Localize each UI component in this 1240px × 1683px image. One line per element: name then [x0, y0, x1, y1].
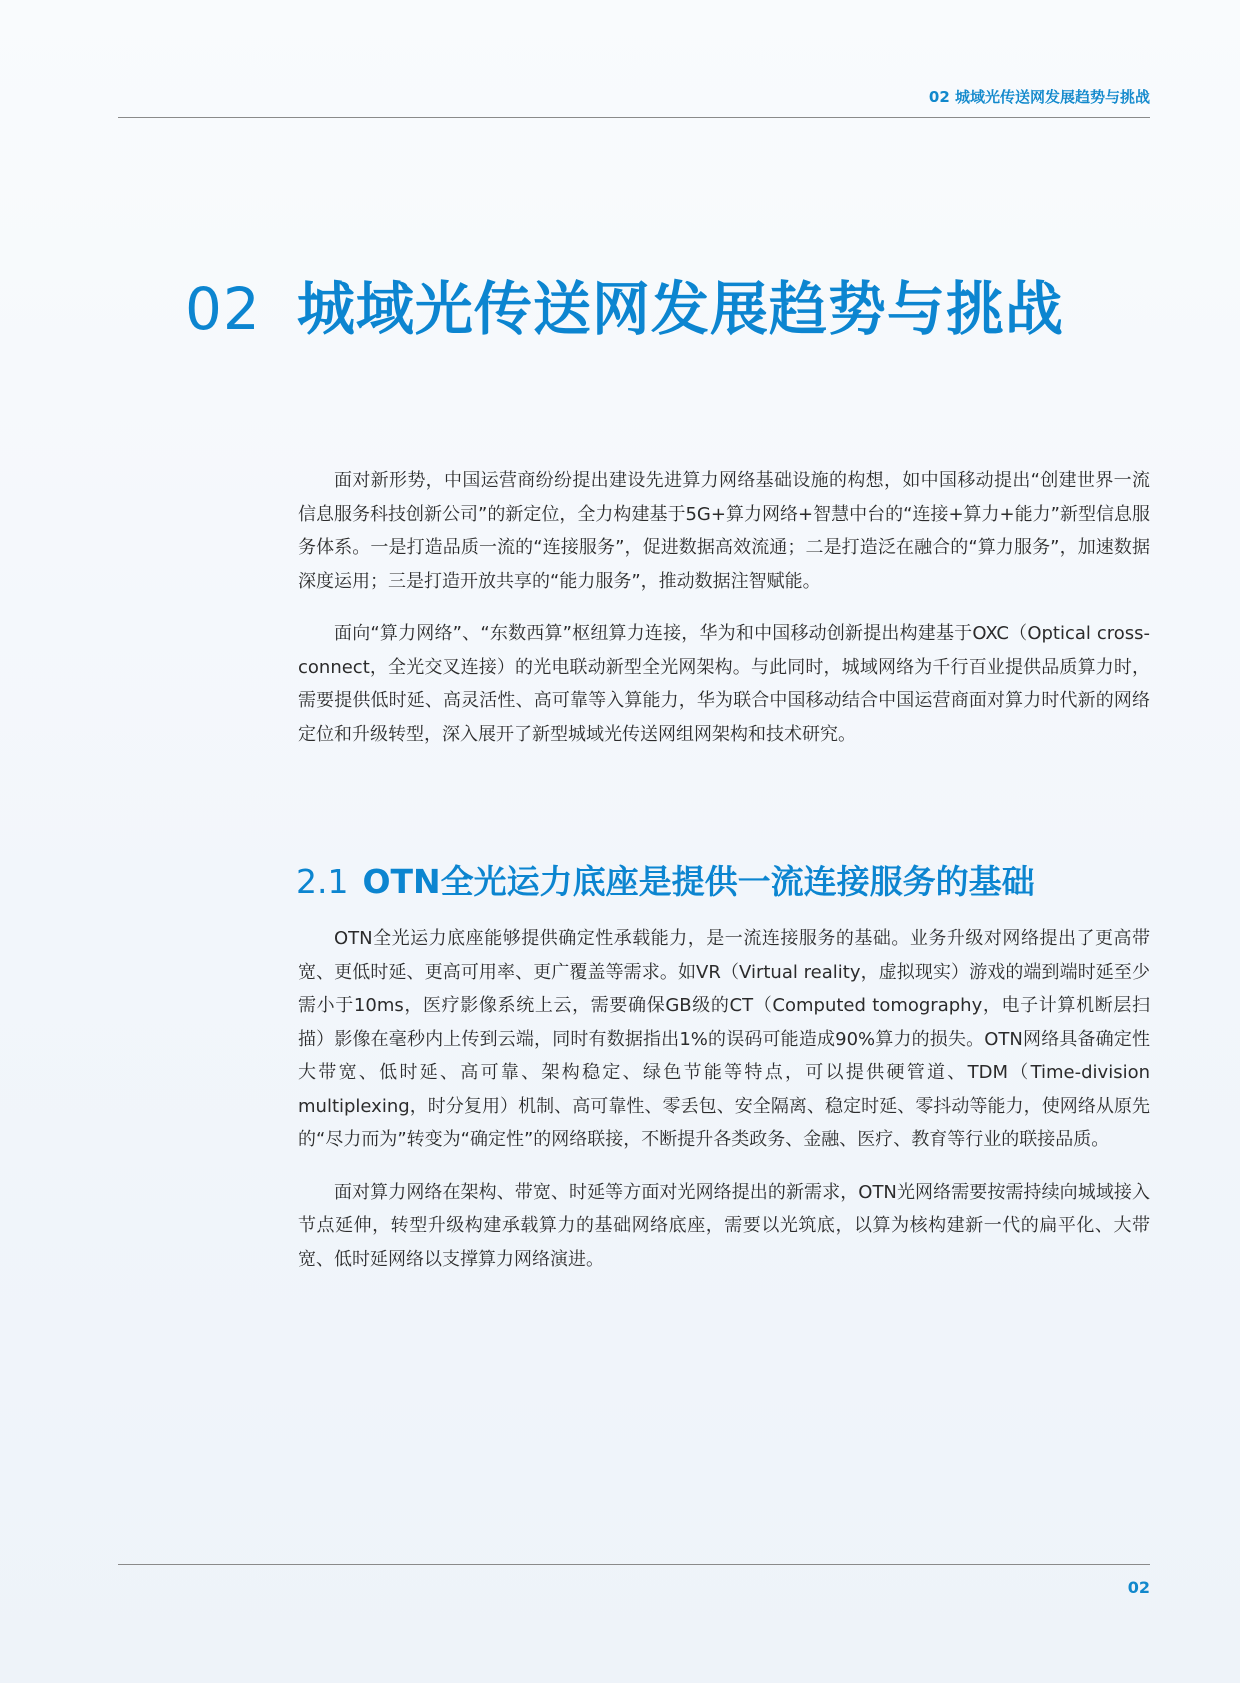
intro-text: [298, 464, 1150, 751]
section-paragraph-1: OTN全光运力底座能够提供确定性承载能力，是一流连接服务的基础。业务升级对网络提出了更高带宽、更低时延、更高可用率、更广覆盖等需求。如VR（Virtual reality，虚拟现实）游戏的端到端时延至少需小于10ms，医疗影像系统上云，需要确保GB级的CT（Computed tomography，电子计算机断层扫描）影像在毫秒内上传到云端，同时有数据指出1%的误码可能造成90%算力的损失。OTN网络具备确定性大带宽、低时延、高可靠、架构稳定、绿色节能等特点，可以提供硬管道、TDM（Time-division multiplexing，时分复用）机制、高可靠性、零丢包、安全隔离、稳定时延、零抖动等能力，使网络从原先的“尽力而为”转变为“确定性”的网络联接，不断提升各类政务、金融、医疗、教育等行业的联接品质。: [298, 928, 1150, 1150]
page-number: 02: [1127, 1578, 1150, 1597]
chapter-heading: [185, 262, 1064, 346]
intro-paragraph-1: 面对新形势，中国运营商纷纷提出建设先进算力网络基础设施的构想，如中国移动提出“创建世界一流信息服务科技创新公司”的新定位，全力构建基于5G+算力网络+智慧中台的“连接+算力+能力”新型信息服务体系。一是打造品质一流的“连接服务”，促进数据高效流通；二是打造泛在融合的“算力服务”，加速数据深度运用；三是打造开放共享的“能力服务”，推动数据注智赋能。: [298, 470, 1150, 592]
running-header-title: 02 城域光传送网发展趋势与挑战: [928, 88, 1150, 106]
intro-paragraph-2: 面向“算力网络”、“东数西算”枢纽算力连接，华为和中国移动创新提出构建基于OXC（Optical cross-connect，全光交叉连接）的光电联动新型全光网架构。与此同时，城域网络为千行百业提供品质算力时，需要提供低时延、高灵活性、高可靠等入算能力，华为联合中国移动结合中国运营商面对算力时代新的网络定位和升级转型，深入展开了新型城域光传送网组网架构和技术研究。: [298, 623, 1150, 745]
chapter-number: 02: [185, 275, 261, 343]
section-number: 2.1: [296, 862, 349, 901]
footer-divider: [118, 1564, 1150, 1565]
section-title: OTN全光运力底座是提供一流连接服务的基础: [362, 862, 1035, 901]
section-paragraph-2: 面对算力网络在架构、带宽、时延等方面对光网络提出的新需求，OTN光网络需要按需持续向城域接入节点延伸，转型升级构建承载算力的基础网络底座，需要以光筑底，以算为核构建新一代的扁平化、大带宽、低时延网络以支撑算力网络演进。: [298, 1181, 1150, 1270]
header-divider: [118, 117, 1150, 118]
section-heading: [296, 856, 1035, 903]
section-text: [298, 922, 1150, 1276]
chapter-title: 城域光传送网发展趋势与挑战: [296, 275, 1064, 343]
